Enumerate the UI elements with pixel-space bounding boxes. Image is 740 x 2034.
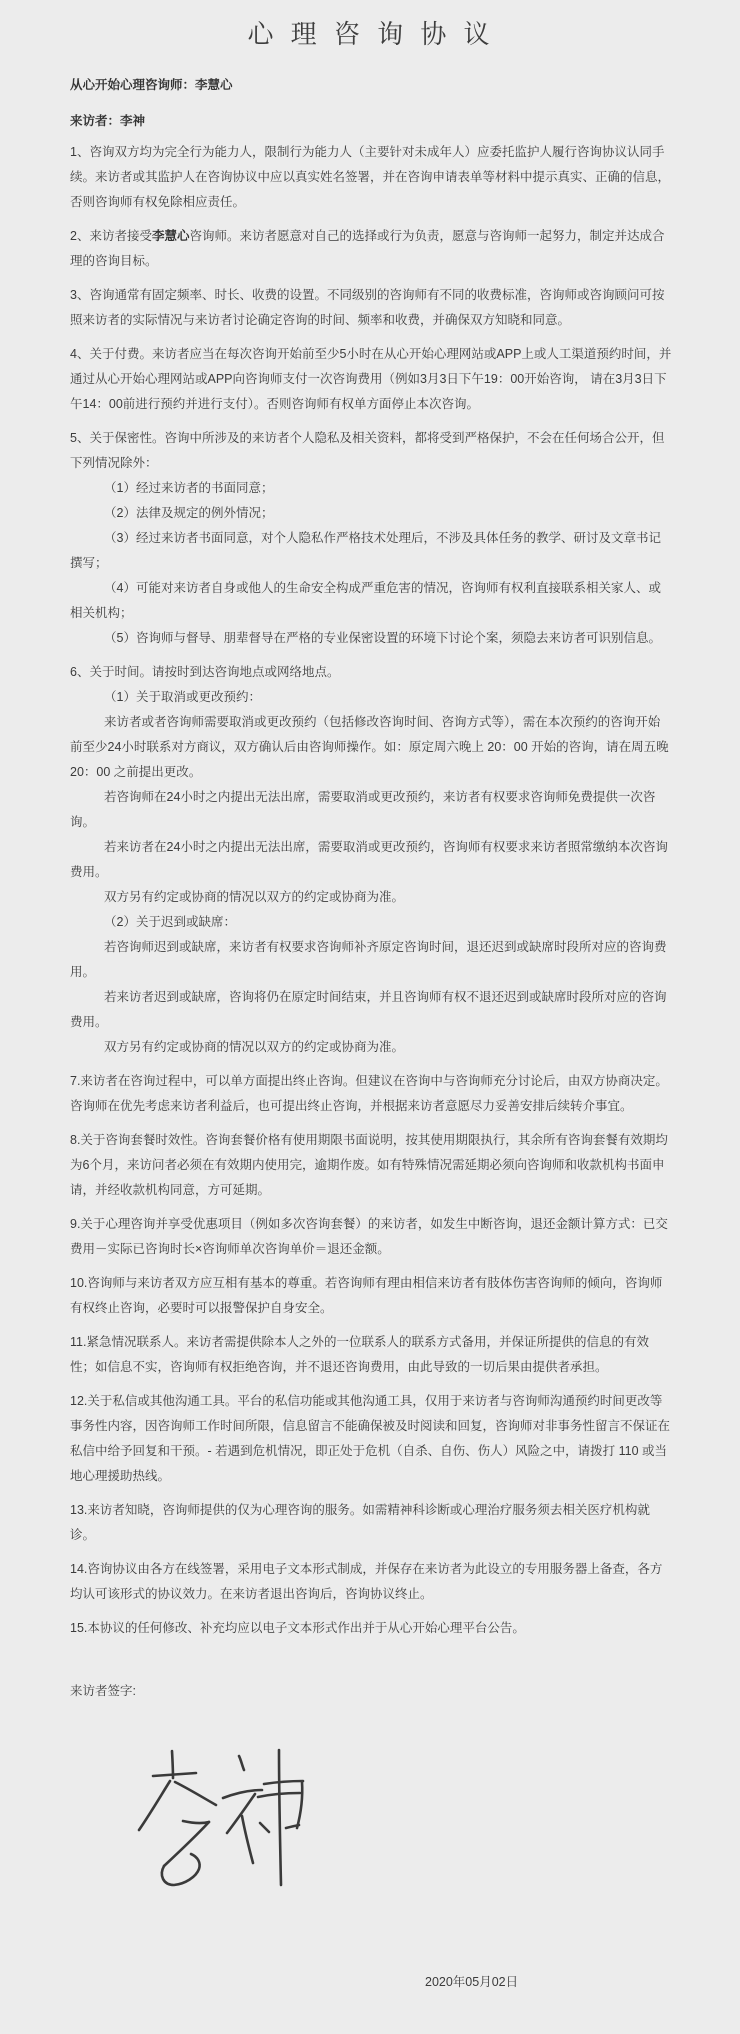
counselor-line: 从心开始心理咨询师：李慧心	[70, 78, 233, 92]
clause-5-item-3: （3）经过来访者书面同意，对个人隐私作严格技术处理后，不涉及具体任务的教学、研讨及文章书记撰写；	[70, 531, 661, 570]
clause-8	[70, 1128, 672, 1203]
clause-15-text: 15.本协议的任何修改、补充均应以电子文本形式作出并于从心开始心理平台公告。	[70, 1621, 525, 1635]
clause-6-sub2-title: （2）关于迟到或缺席：	[104, 915, 236, 929]
clause-6-sub2-item-b: 若来访者迟到或缺席，咨询将仍在原定时间结束，并且咨询师有权不退还迟到或缺席时段所对应的咨询费用。	[70, 990, 667, 1029]
signature-section	[70, 1683, 672, 1912]
clause-6-sub2-item-c: 双方另有约定或协商的情况以双方的约定或协商为准。	[104, 1040, 405, 1054]
clause-2-suffix: 咨询师。来访者愿意对自己的选择或行为负责，愿意与咨询师一起努力，制定并达成合理的咨询目标。	[70, 229, 665, 268]
clause-6-sub1-item-a: 若咨询师在24小时之内提出无法出席，需要取消或更改预约，来访者有权要求咨询师免费提供一次咨询。	[70, 790, 656, 829]
visitor-signature-handwriting	[125, 1742, 355, 1912]
clause-11	[70, 1330, 672, 1380]
clause-13	[70, 1498, 672, 1548]
clause-7	[70, 1069, 672, 1119]
clause-10	[70, 1271, 672, 1321]
clause-2-prefix: 2、来访者接受	[70, 229, 152, 243]
clause-5-item-1: （1）经过来访者的书面同意；	[104, 481, 274, 495]
clause-4-text: 4、关于付费。来访者应当在每次咨询开始前至少5小时在从心开始心理网站或APP上或人工渠道预约时间，并通过从心开始心理网站或APP向咨询师支付一次咨询费用（例如3月3日下午19：00开始咨询， 请在3月3日下午14：00前进行预约并进行支付）。否则咨询师有权单方面停止本次咨询。	[70, 347, 672, 411]
clause-6	[70, 660, 672, 1060]
clause-14	[70, 1557, 672, 1607]
clause-5-item-2: （2）法律及规定的例外情况；	[104, 506, 274, 520]
clause-5-item-5: （5）咨询师与督导、朋辈督导在严格的专业保密设置的环境下讨论个案，须隐去来访者可识别信息。	[104, 631, 661, 645]
clause-5-intro: 5、关于保密性。咨询中所涉及的来访者个人隐私及相关资料，都将受到严格保护，不会在任何场合公开，但下列情况除外：	[70, 431, 665, 470]
clause-2-text	[70, 224, 672, 274]
clause-3	[70, 283, 672, 333]
clause-3-text: 3、咨询通常有固定频率、时长、收费的设置。不同级别的咨询师有不同的收费标准，咨询师或咨询顾问可按照来访者的实际情况与来访者讨论确定咨询的时间、频率和收费，并确保双方知晓和同意。	[70, 288, 665, 327]
clause-13-text: 13.来访者知晓，咨询师提供的仅为心理咨询的服务。如需精神科诊断或心理治疗服务须去相关医疗机构就诊。	[70, 1503, 650, 1542]
clause-6-sub2-item-a: 若咨询师迟到或缺席，来访者有权要求咨询师补齐原定咨询时间，退还迟到或缺席时段所对应的咨询费用。	[70, 940, 667, 979]
signature-label: 来访者签字:	[70, 1684, 136, 1698]
clause-9-text: 9.关于心理咨询并享受优惠项目（例如多次咨询套餐）的来访者，如发生中断咨询，退还金额计算方式：已交费用－实际已咨询时长×咨询师单次咨询单价＝退还金额。	[70, 1217, 668, 1256]
visitor-line: 来访者：李神	[70, 114, 146, 128]
clause-5-item-4: （4）可能对来访者自身或他人的生命安全构成严重危害的情况，咨询师有权利直接联系相关家人、或相关机构；	[70, 581, 661, 620]
clause-1	[70, 140, 672, 215]
clause-12	[70, 1389, 672, 1489]
clause-15	[70, 1616, 672, 1641]
clause-14-text: 14.咨询协议由各方在线签署，采用电子文本形式制成，并保存在来访者为此设立的专用服务器上备查，各方均认可该形式的协议效力。在来访者退出咨询后，咨询协议终止。	[70, 1562, 663, 1601]
clause-7-text: 7.来访者在咨询过程中，可以单方面提出终止咨询。但建议在咨询中与咨询师充分讨论后，由双方协商决定。咨询师在优先考虑来访者利益后，也可提出终止咨询，并根据来访者意愿尽力妥善安排后续转介事宜。	[70, 1074, 668, 1113]
clause-4	[70, 342, 672, 417]
clause-9	[70, 1212, 672, 1262]
agreement-date: 2020年05月02日	[425, 1975, 519, 1989]
clause-8-text: 8.关于咨询套餐时效性。咨询套餐价格有使用期限书面说明，按其使用期限执行，其余所有咨询套餐有效期均为6个月，来访问者必须在有效期内使用完，逾期作废。如有特殊情况需延期必须向咨询师和收款机构书面申请，并经收款机构同意，方可延期。	[70, 1133, 668, 1197]
clause-6-intro: 6、关于时间。请按时到达咨询地点或网络地点。	[70, 665, 340, 679]
clause-6-sub1-item-c: 双方另有约定或协商的情况以双方的约定或协商为准。	[104, 890, 405, 904]
clause-12-text: 12.关于私信或其他沟通工具。平台的私信功能或其他沟通工具，仅用于来访者与咨询师沟通预约时间更改等事务性内容，因咨询师工作时间所限，信息留言不能确保被及时阅读和回复，咨询师对非事务性留言不保证在私信中给予回复和干预。- 若遇到危机情况，即正处于危机（自杀、自伤、伤人）风险之中，请拨打 110 或当地心理援助热线。	[70, 1394, 671, 1483]
clause-11-text: 11.紧急情况联系人。来访者需提供除本人之外的一位联系人的联系方式备用，并保证所提供的信息的有效性；如信息不实，咨询师有权拒绝咨询，并不退还咨询费用，由此导致的一切后果由提供者承担。	[70, 1335, 649, 1374]
clause-6-sub1-title: （1）关于取消或更改预约：	[104, 690, 261, 704]
clause-2-counselor-name: 李慧心	[151, 229, 190, 243]
clause-2	[70, 224, 672, 274]
clause-5	[70, 426, 672, 651]
clause-1-text: 1、咨询双方均为完全行为能力人，限制行为能力人（主要针对未成年人）应委托监护人履行咨询协议认同手续。来访者或其监护人在咨询协议中应以真实姓名签署，并在咨询申请表单等材料中提示真实、正确的信息，否则咨询师有权免除相应责任。	[70, 145, 671, 209]
clause-10-text: 10.咨询师与来访者双方应互相有基本的尊重。若咨询师有理由相信来访者有肢体伤害咨询师的倾向，咨询师有权终止咨询，必要时可以报警保护自身安全。	[70, 1276, 663, 1315]
page-title: 心 理 咨 询 协 议	[247, 19, 495, 49]
clause-6-sub1-item-b: 若来访者在24小时之内提出无法出席，需要取消或更改预约，咨询师有权要求来访者照常缴纳本次咨询费用。	[70, 840, 668, 879]
clause-6-sub1-body: 来访者或者咨询师需要取消或更改预约（包括修改咨询时间、咨询方式等），需在本次预约的咨询开始前至少24小时联系对方商议，双方确认后由咨询师操作。如：原定周六晚上 20：00 开始的咨询，请在周五晚 20：00 之前提出更改。	[70, 715, 669, 779]
